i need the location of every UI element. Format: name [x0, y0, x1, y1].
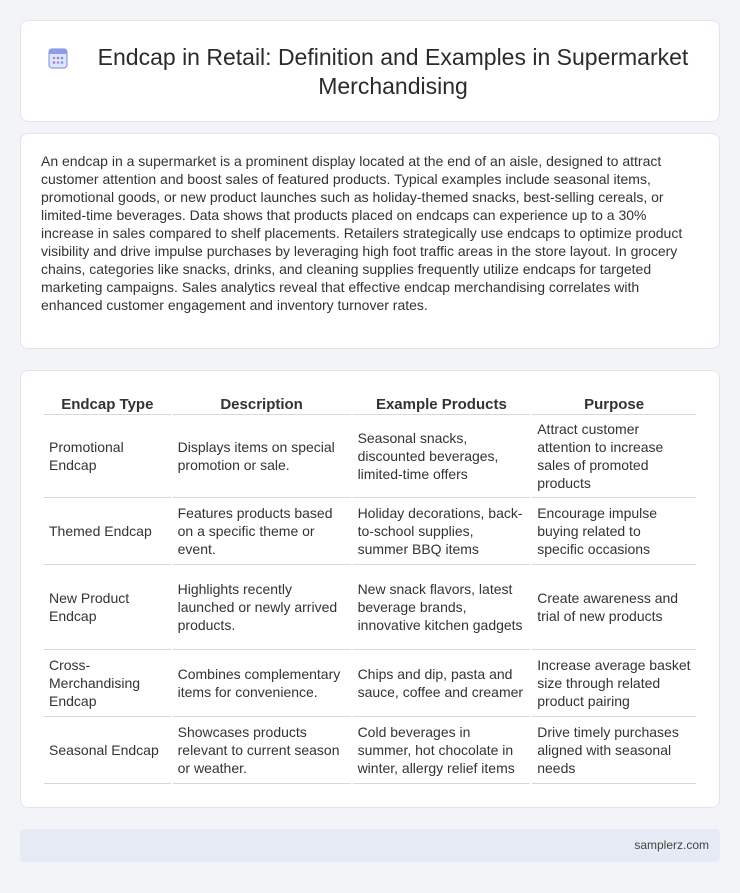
table-row [44, 565, 696, 650]
column-header-endcap-type: Endcap Type [44, 391, 171, 415]
cell-purpose: Drive timely purchases aligned with seasonal needs [532, 717, 696, 784]
cell-example-products: New snack flavors, latest beverage brands, innovative kitchen gadgets [353, 565, 531, 650]
column-header-purpose: Purpose [532, 391, 696, 415]
header-card [20, 20, 720, 122]
endcap-table [42, 391, 698, 784]
cell-endcap-type: Promotional Endcap [44, 415, 171, 498]
table-row [44, 650, 696, 717]
table-row [44, 717, 696, 784]
cell-purpose: Attract customer attention to increase sales of promoted products [532, 415, 696, 498]
cell-endcap-type: Seasonal Endcap [44, 717, 171, 784]
table-card [20, 370, 720, 808]
table-row [44, 498, 696, 565]
cell-endcap-type: Themed Endcap [44, 498, 171, 565]
column-header-example-products: Example Products [353, 391, 531, 415]
footer-site-link[interactable]: samplerz.com [634, 838, 709, 852]
cell-example-products: Seasonal snacks, discounted beverages, limited-time offers [353, 415, 531, 498]
intro-paragraph: An endcap in a supermarket is a prominent display located at the end of an aisle, designed to attract customer attention and boost sales of featured products. Typical examples include seasonal items, promotional goods, or new product launches such as holiday-themed snacks, best-selling cereals, or limited-time beverages. Data shows that products placed on endcaps can experience up to a 30% increase in sales compared to shelf placements. Retailers strategically use endcaps to optimize product visibility and drive impulse purchases by leveraging high foot traffic areas in the store layout. In grocery chains, categories like snacks, drinks, and cleaning supplies frequently utilize endcaps for targeted marketing campaigns. Sales analytics reveal that effective endcap merchandising correlates with enhanced customer engagement and inventory turnover rates. [41, 153, 683, 313]
column-header-description: Description [173, 391, 351, 415]
cell-description: Highlights recently launched or newly arrived products. [173, 565, 351, 650]
cell-description: Displays items on special promotion or sale. [173, 415, 351, 498]
cell-description: Combines complementary items for convenience. [173, 650, 351, 717]
table-row [44, 415, 696, 498]
page-title: Endcap in Retail: Definition and Examples in Supermarket Merchandising [97, 44, 689, 99]
cell-example-products: Holiday decorations, back-to-school supplies, summer BBQ items [353, 498, 531, 565]
cell-description: Showcases products relevant to current season or weather. [173, 717, 351, 784]
intro-card [20, 133, 720, 349]
cell-endcap-type: New Product Endcap [44, 565, 171, 650]
cell-description: Features products based on a specific theme or event. [173, 498, 351, 565]
cell-example-products: Chips and dip, pasta and sauce, coffee and creamer [353, 650, 531, 717]
cell-endcap-type: Cross-Merchandising Endcap [44, 650, 171, 717]
cell-purpose: Encourage impulse buying related to specific occasions [532, 498, 696, 565]
cell-example-products: Cold beverages in summer, hot chocolate in winter, allergy relief items [353, 717, 531, 784]
cell-purpose: Create awareness and trial of new products [532, 565, 696, 650]
footer-bar [20, 829, 720, 862]
table-header-row [44, 391, 696, 415]
cell-purpose: Increase average basket size through related product pairing [532, 650, 696, 717]
